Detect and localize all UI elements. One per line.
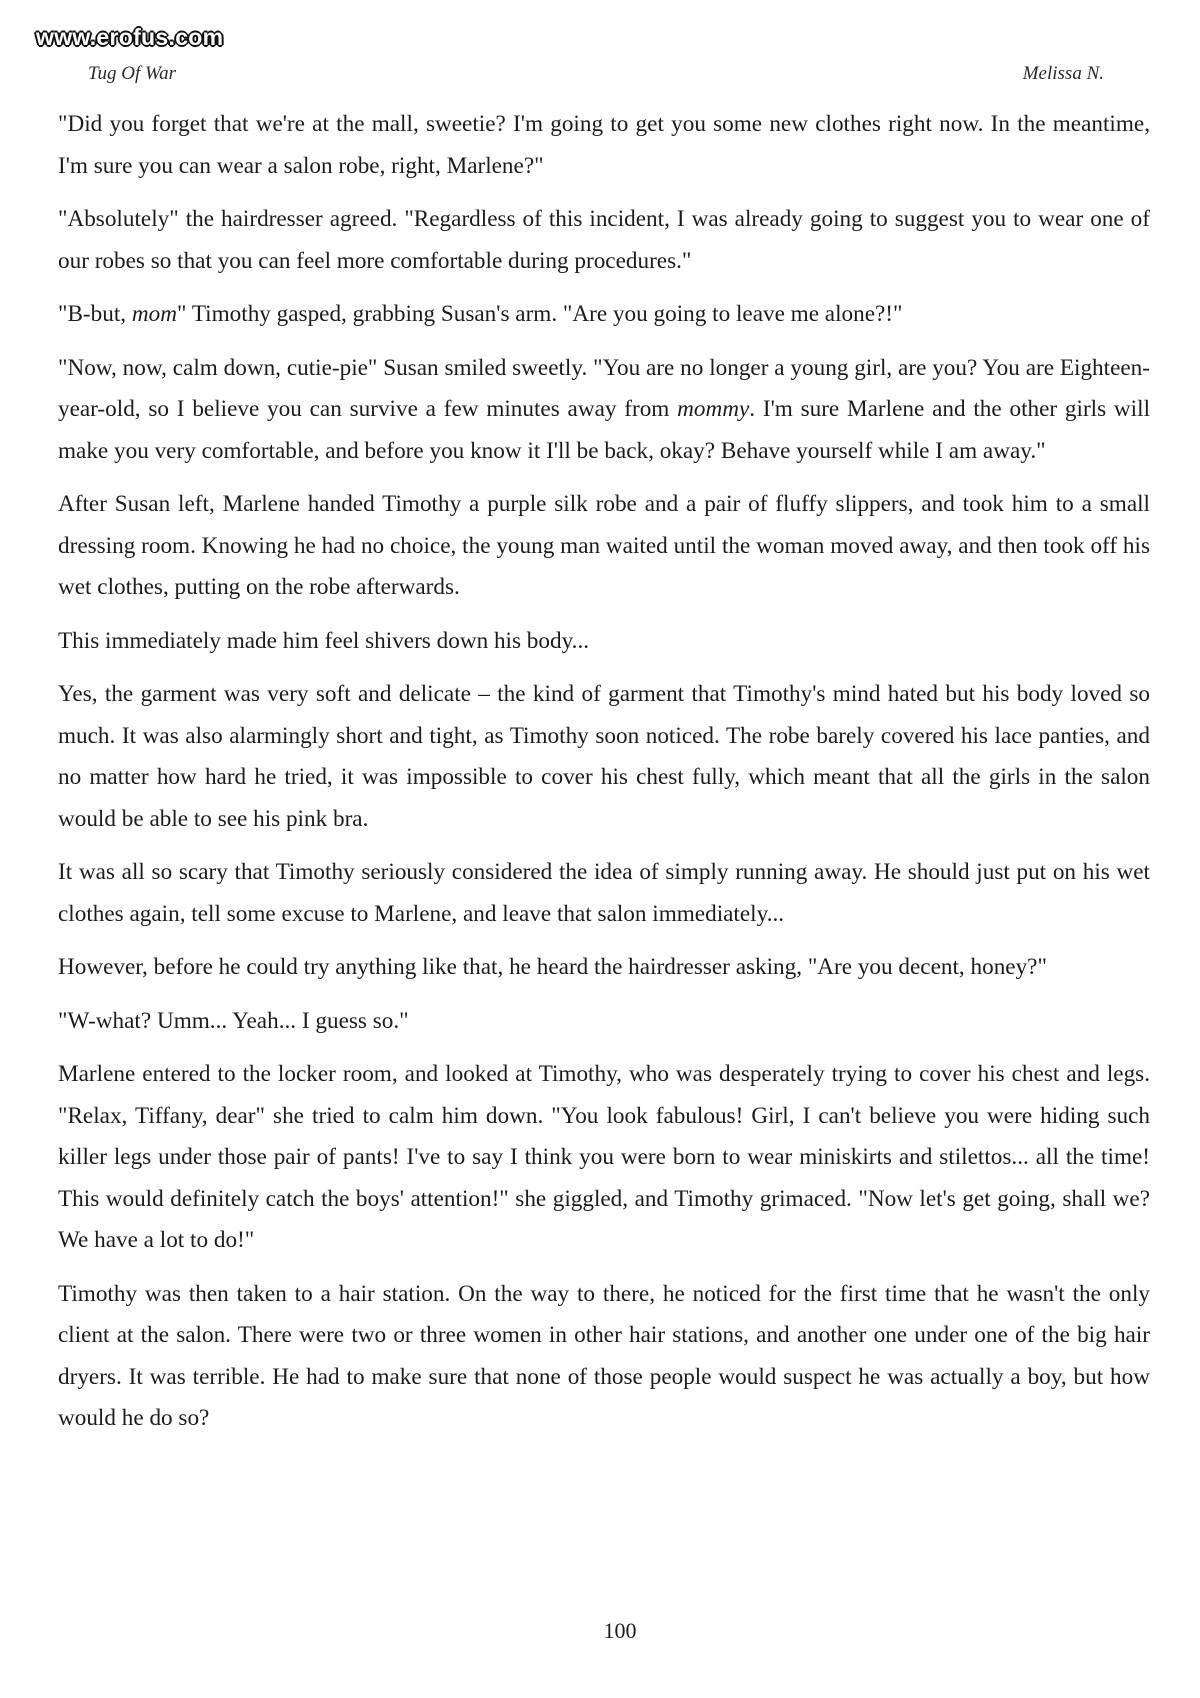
- paragraph: "Absolutely" the hairdresser agreed. "Regardless of this incident, I was already going to suggest you to wear one of our robes so that you can feel more comfortable during procedures.": [58, 206, 1150, 274]
- paragraph: "Did you forget that we're at the mall, sweetie? I'm going to get you some new clothes right now. In the meantime, I'm sure you can wear a salon robe, right, Marlene?": [58, 111, 1150, 179]
- paragraph: "B-but, mom" Timothy gasped, grabbing Susan's arm. "Are you going to leave me alone?!": [58, 301, 903, 327]
- italic-emphasis: mom: [131, 301, 177, 327]
- paragraph: "W-what? Umm... Yeah... I guess so.": [58, 1007, 409, 1034]
- italic-emphasis: mommy: [677, 396, 750, 422]
- paragraph: Marlene entered to the locker room, and looked at Timothy, who was desperately trying to cover his chest and legs. "Relax, Tiffany, dear" she tried to calm him down. "You look fabulous! Girl, I can't believe you were hiding such killer legs under those pair of pants! I've to say I think you were born to wear miniskirts and stilettos... all the time! This would definitely catch the boys' attention!" she giggled, and Timothy grimaced. "Now let's get going, shall we? We have a lot to do!": [58, 1061, 1150, 1253]
- page-number: 100: [603, 1618, 637, 1643]
- paragraph: After Susan left, Marlene handed Timothy a purple silk robe and a pair of fluffy slippers, and took him to a small dressing room. Knowing he had no choice, the young man waited until the woman moved away, and then took off his wet clothes, putting on the robe afterwards.: [58, 491, 1150, 600]
- body-text: [58, 104, 1150, 1452]
- book-title: Tug Of War: [88, 63, 176, 84]
- paragraph: This immediately made him feel shivers down his body...: [58, 627, 590, 654]
- paragraph: Yes, the garment was very soft and delicate – the kind of garment that Timothy's mind hated but his body loved so much. It was also alarmingly short and tight, as Timothy soon noticed. The robe barely covered his lace panties, and no matter how hard he tried, it was impossible to cover his chest fully, which meant that all the girls in the salon would be able to see his pink bra.: [58, 681, 1150, 832]
- paragraph: "Now, now, calm down, cutie-pie" Susan smiled sweetly. "You are no longer a young girl, are you? You are Eighteen-year-old, so I believe you can survive a few minutes away from mommy. I'm sure Marlene and the other girls will make you very comfortable, and before you know it I'll be back, okay? Behave yourself while I am away.": [58, 354, 1151, 464]
- paragraph: Timothy was then taken to a hair station. On the way to there, he noticed for the first time that he wasn't the only client at the salon. There were two or three women in other hair stations, and another one under one of the big hair dryers. It was terrible. He had to make sure that none of those people would suspect he was actually a boy, but how would he do so?: [58, 1280, 1150, 1431]
- watermark-logo: www.erofus.com: [36, 24, 224, 50]
- paragraph: However, before he could try anything like that, he heard the hairdresser asking, "Are you decent, honey?": [58, 954, 1047, 980]
- paragraph: It was all so scary that Timothy seriously considered the idea of simply running away. He should just put on his wet clothes again, tell some excuse to Marlene, and leave that salon immediately...: [58, 859, 1150, 927]
- author-name: Melissa N.: [1022, 63, 1104, 84]
